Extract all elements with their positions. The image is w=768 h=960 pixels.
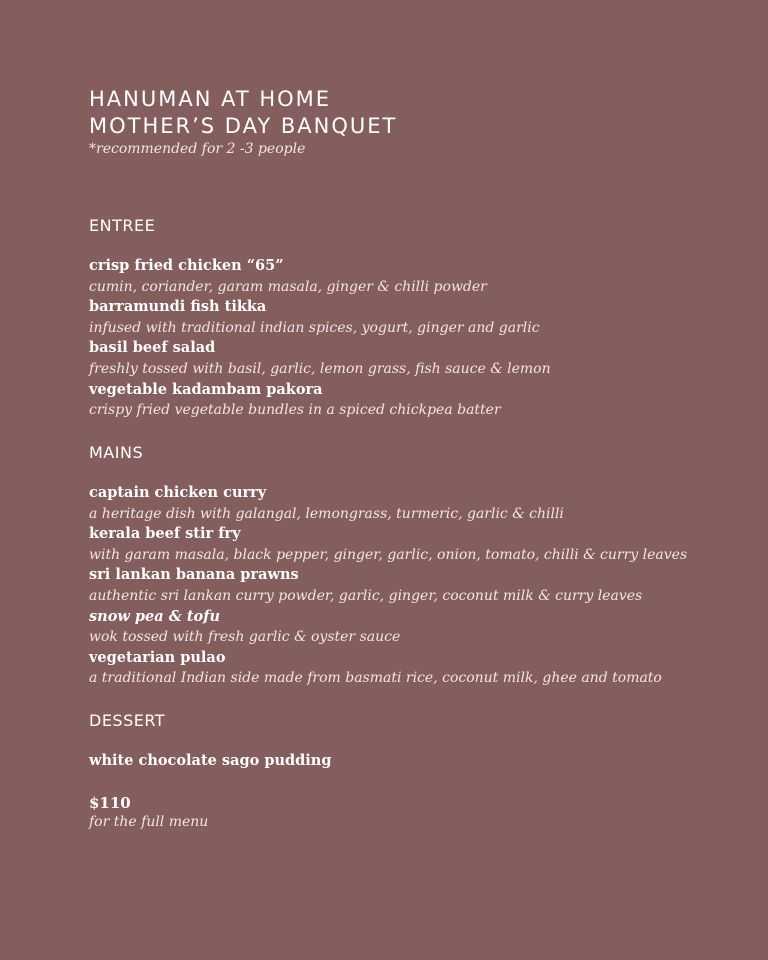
menu-item-name: basil beef salad <box>89 339 216 357</box>
dessert-section <box>89 711 749 772</box>
menu-item-name: captain chicken curry <box>89 484 267 501</box>
menu-header <box>89 86 749 158</box>
menu-item-description: crispy fried vegetable bundles in a spiced chickpea batter <box>89 402 501 419</box>
entree-heading: ENTREE <box>89 216 156 235</box>
menu-title-line-1: HANUMAN AT HOME <box>89 87 332 111</box>
menu-item-name: white chocolate sago pudding <box>89 752 332 769</box>
menu-item-description: a heritage dish with galangal, lemongrass, turmeric, garlic & chilli <box>89 505 564 522</box>
menu-item-description: with garam masala, black pepper, ginger, garlic, onion, tomato, chilli & curry leaves <box>89 546 688 563</box>
menu-item-name: crisp fried chicken “65” <box>89 257 284 274</box>
menu-item-description: authentic sri lankan curry powder, garlic, ginger, coconut milk & curry leaves <box>89 587 643 604</box>
entree-items <box>89 256 749 421</box>
dessert-items <box>89 751 749 772</box>
menu-item-name: kerala beef stir fry <box>89 525 241 543</box>
mains-heading: MAINS <box>89 443 144 462</box>
menu-item-description: infused with traditional indian spices, yogurt, ginger and garlic <box>89 319 540 336</box>
menu-title-line-2: MOTHER’S DAY BANQUET <box>89 114 398 138</box>
entree-section <box>89 216 749 421</box>
menu-item-description: wok tossed with fresh garlic & oyster sauce <box>89 629 401 646</box>
menu-item-description: cumin, coriander, garam masala, ginger & chilli powder <box>89 278 487 295</box>
mains-section <box>89 443 749 689</box>
menu-subtitle: *recommended for 2 -3 people <box>89 141 306 157</box>
menu-item-name: vegetable kadambam pakora <box>89 380 323 398</box>
menu-item-description: freshly tossed with basil, garlic, lemon grass, fish sauce & lemon <box>89 360 551 377</box>
mains-items <box>89 483 749 689</box>
menu-item-name: barramundi fish tikka <box>89 298 267 316</box>
menu-page <box>89 86 749 830</box>
menu-item-name: snow pea & tofu <box>89 607 221 625</box>
menu-item-name: vegetarian pulao <box>89 648 226 666</box>
price-section <box>89 793 749 831</box>
menu-item-description: a traditional Indian side made from basmati rice, coconut milk, ghee and tomato <box>89 670 662 687</box>
menu-price: $110 <box>89 794 131 812</box>
dessert-heading: DESSERT <box>89 711 166 730</box>
menu-price-note: for the full menu <box>89 814 209 830</box>
menu-item-name: sri lankan banana prawns <box>89 566 299 584</box>
